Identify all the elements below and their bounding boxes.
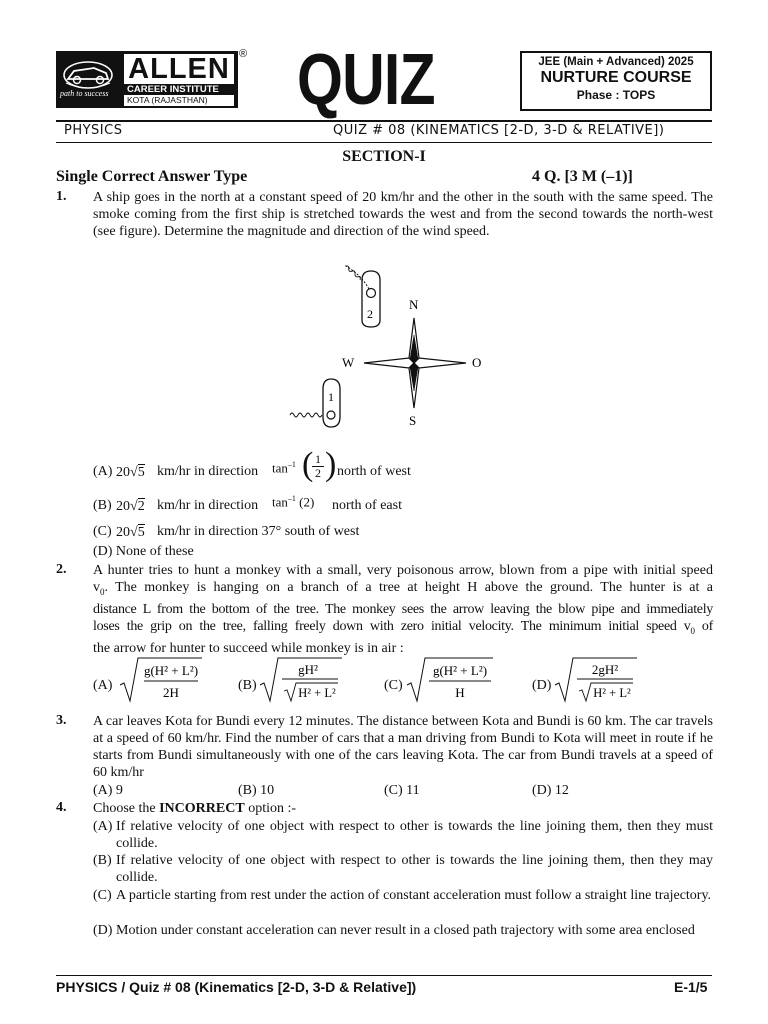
option-b-coeff: 20	[116, 499, 130, 514]
logo-city: KOTA (RAJASTHAN)	[124, 95, 234, 106]
option-b-label: (B)	[93, 853, 112, 868]
course-info-box	[520, 51, 712, 111]
inverse-exp: –1	[287, 494, 296, 503]
option-a-radicand: 5	[137, 465, 145, 480]
compass-icon	[364, 318, 466, 408]
option-a-tail: north of west	[337, 464, 411, 479]
option-b-label: (B)	[93, 498, 112, 513]
option-a-fn	[272, 460, 296, 476]
question-text: A ship goes in the north at a constant speed of 20 km/hr and the other in the south with the same speed. The smoke coming from the first ship is stretched towards the west and from the second towards the north-west (see figure). Determine the magnitude and direction of the wind speed.	[93, 190, 713, 239]
option-c-coeff: 20	[116, 525, 130, 540]
option-b-tail: north of east	[332, 498, 402, 513]
tan-fn: tan	[272, 460, 288, 476]
question-number: 2.	[56, 562, 67, 577]
option-b-radical	[258, 655, 343, 705]
option-a-coeff: 20	[116, 465, 130, 480]
question-text: A car leaves Kota for Bundi every 12 minutes. The distance between Kota and Bundi is 60 km. The car travels at a speed of 60 km/hr. Find the number of cars that a man driving from Bundi to Kota will meet in route if he starts from Bundi simultaneously with one of the cars leaving Kota. The car from Bundi travels at a speed of 60 km/hr	[93, 714, 713, 780]
paren-close: )	[325, 446, 337, 483]
page-number: E-1/5	[674, 979, 708, 995]
option-c-label: (C)	[384, 678, 403, 693]
option-b-fn	[272, 494, 314, 510]
option-c-radical	[405, 655, 495, 705]
option-c: A particle starting from rest under the action of constant acceleration must follow a straight line trajectory.	[116, 888, 712, 903]
footer-title: PHYSICS / Quiz # 08 (Kinematics [2-D, 3-D & Relative])	[56, 979, 417, 995]
ship-2-label: 2	[367, 307, 373, 321]
ship-2-icon	[344, 265, 380, 327]
course-name: NURTURE COURSE	[540, 69, 692, 86]
course-phase: Phase : TOPS	[576, 88, 656, 102]
option-d: Motion under constant acceleration can never result in a closed path trajectory with some area enclosed	[116, 923, 695, 938]
sqrt-icon: √	[130, 499, 138, 514]
fraction-den: 2	[312, 466, 324, 480]
option-d-label: (D)	[532, 678, 552, 693]
option-a-radical	[118, 655, 203, 705]
tan-fn: tan	[272, 494, 288, 510]
option-c-num: g(H² + L²)	[432, 663, 488, 678]
q4-stem: Choose the	[93, 801, 160, 816]
option-b-radicand: 2	[137, 499, 145, 514]
option-d-label: (D)	[93, 923, 113, 938]
option-d: (D) None of these	[93, 544, 194, 559]
option-c-value	[116, 525, 145, 541]
option-a-num: g(H² + L²)	[143, 663, 199, 678]
header-divider-bottom	[56, 142, 712, 143]
q2-line: A hunter tries to hunt a monkey with a small, very poisonous arrow, blown from a pipe with initial speed	[93, 563, 713, 578]
section-type: Single Correct Answer Type	[56, 168, 248, 185]
q4-stem: option :-	[244, 801, 297, 816]
option-a-text: km/hr in direction	[157, 464, 259, 479]
logo-tagline: path to success	[60, 89, 109, 98]
option-a: (A) 9	[93, 783, 123, 798]
option-d-num: 2gH²	[591, 662, 619, 677]
compass-west-label: W	[342, 355, 355, 370]
quiz-label: QUIZ # 08 (KINEMATICS [2-D, 3-D & RELATIVE])	[333, 123, 665, 138]
option-d-radical	[553, 655, 638, 705]
q2-line: distance L from the bottom of the tree. The monkey sees the arrow leaving the blow pipe and immediately	[93, 601, 713, 617]
q2-text: of	[694, 618, 713, 634]
tan-arg: (2)	[299, 494, 315, 510]
compass-east-label: O	[472, 355, 482, 370]
option-c-text: km/hr in direction 37° south of west	[157, 524, 360, 539]
compass-north-label: N	[409, 297, 419, 312]
sqrt-icon: √	[130, 465, 138, 480]
course-exam: JEE (Main + Advanced) 2025	[538, 56, 694, 68]
page-title: QUIZ	[297, 40, 435, 120]
option-a-label: (A)	[93, 464, 113, 479]
q2-line	[93, 579, 713, 601]
q2-text: . The monkey is hanging on a branch of a tree at height H above the ground. The hunter is at a	[104, 580, 713, 595]
option-c-den: H	[455, 685, 465, 700]
v-subscript: 0	[100, 586, 105, 597]
question-number: 1.	[56, 189, 67, 204]
v-subscript: 0	[690, 625, 695, 636]
option-c: (C) 11	[384, 783, 420, 798]
q4-stem-emphasis: INCORRECT	[159, 801, 245, 816]
option-d-den: H² + L²	[593, 686, 631, 700]
inverse-exp: –1	[287, 460, 296, 469]
v-symbol: v	[93, 580, 100, 595]
section-title: SECTION-I	[342, 148, 426, 165]
header-divider-top	[56, 120, 712, 122]
sqrt-icon: √	[130, 525, 138, 540]
question-text	[93, 562, 713, 657]
question-number: 3.	[56, 713, 67, 728]
option-a-label: (A)	[93, 678, 113, 693]
fraction-num: 1	[315, 452, 321, 466]
paren-open: (	[302, 446, 314, 483]
q2-line	[93, 618, 713, 640]
q2-line: the arrow for hunter to succeed while monkey is in air :	[93, 640, 404, 656]
logo-text: ALLEN	[124, 54, 234, 84]
option-a-value	[116, 465, 145, 481]
ships-figure	[280, 255, 490, 430]
option-b: (B) 10	[238, 783, 275, 798]
registered-mark: ®	[239, 48, 248, 60]
option-d: (D) 12	[532, 783, 569, 798]
option-a-fraction	[312, 453, 324, 480]
question-number: 4.	[56, 800, 67, 815]
option-b-text: km/hr in direction	[157, 498, 259, 513]
compass-south-label: S	[409, 413, 417, 428]
option-c-label: (C)	[93, 524, 112, 539]
option-a: If relative velocity of one object with respect to other is towards the line joining them, then they must collide.	[116, 819, 713, 851]
q2-text: loses the grip on the tree, falling freely down with zero initial velocity. The minimum initial speed v	[93, 618, 691, 634]
section-marks: 4 Q. [3 M (–1)]	[532, 168, 633, 185]
option-b-value	[116, 499, 145, 515]
logo-subtitle: CAREER INSTITUTE	[127, 84, 219, 95]
option-c-label: (C)	[93, 888, 112, 903]
option-b-label: (B)	[238, 678, 257, 693]
option-a-label: (A)	[93, 819, 113, 834]
subject-label: PHYSICS	[64, 123, 123, 138]
option-b: If relative velocity of one object with respect to other is towards the line joining them, then they may collide.	[116, 853, 713, 885]
footer-divider	[56, 975, 712, 976]
option-a-den: 2H	[163, 685, 179, 700]
option-c-radicand: 5	[137, 525, 145, 540]
car-logo-icon	[58, 53, 118, 106]
question-text	[93, 800, 296, 817]
option-b-num: gH²	[298, 662, 318, 677]
ship-1-label: 1	[328, 390, 334, 404]
option-b-den: H² + L²	[298, 686, 336, 700]
